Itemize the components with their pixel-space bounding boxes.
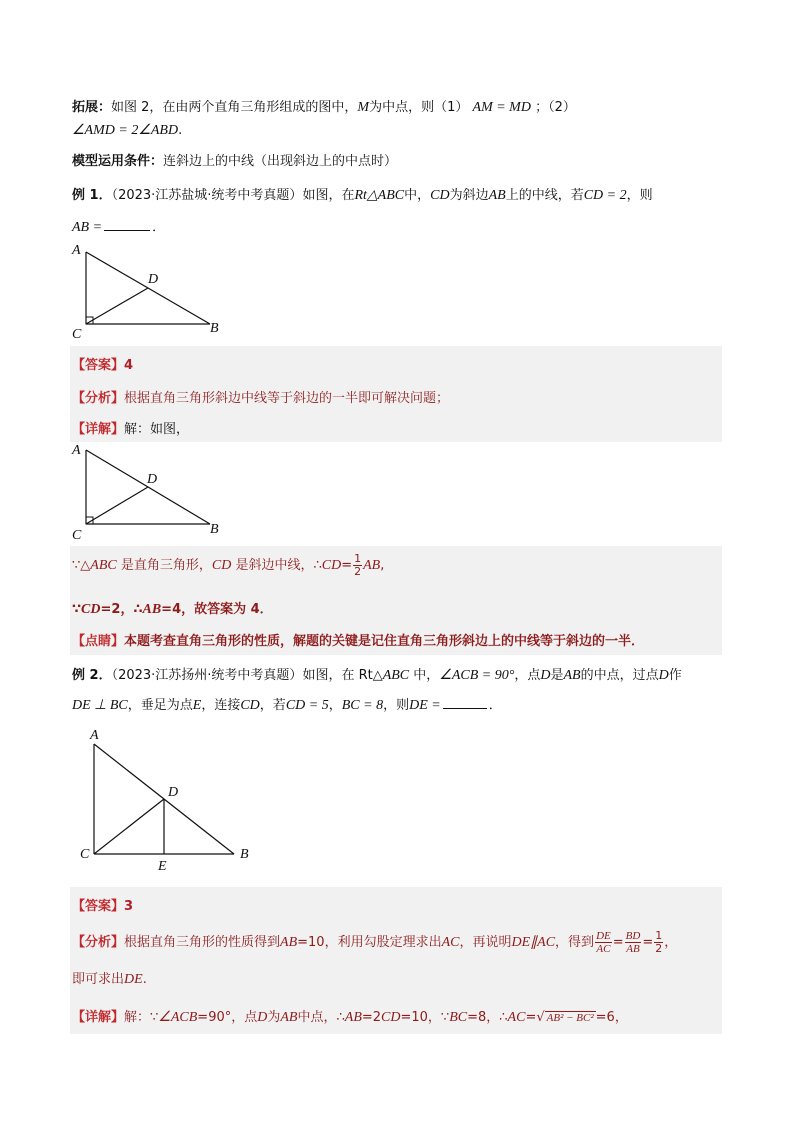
detail-1: 【详解】解：如图，: [72, 422, 190, 437]
example-2-question-1: 例 2．（2023·江苏扬州·统考中考真题）如图，在 Rt△ABC 中，∠ACB = 90°，点D是AB的中点，过点D作: [72, 668, 682, 683]
example-1-label: 例 1．: [72, 188, 112, 203]
example-2-question-2: DE ⊥ BC，垂足为点E，连接CD，若CD = 5，BC = 8，则DE = ．: [72, 698, 502, 713]
extension-label: 拓展：: [72, 100, 112, 115]
solution-1a: ∵△ABC 是直角三角形，CD 是斜边中线，∴CD= $\frac{1}{2}$ AB,: [72, 552, 385, 578]
label-d: D: [148, 272, 159, 287]
extension-line-2: ∠AMD = 2∠ABD.: [72, 123, 183, 138]
answer-2-band: [70, 887, 722, 920]
label-c: C: [72, 528, 82, 543]
comment-1: 【点睛】本题考查直角三角形的性质，解题的关键是记住直角三角形斜边上的中线等于斜边的一半．: [72, 634, 645, 649]
answer-2: 【答案】3: [72, 899, 134, 914]
label-d: D: [147, 472, 158, 487]
answer-blank: [443, 698, 487, 709]
analysis-2-line-1: 【分析】根据直角三角形的性质得到AB=10，利用勾股定理求出AC，再说明DE∥AC，得到 $\frac{DE}{AC}$ = $\frac{BD}{AB}$ = $\frac{1}{2}$ ，: [72, 929, 678, 955]
sqrt-radicand: AB² − BC²: [546, 1012, 594, 1024]
fraction-one-half: $\frac{1}{2}$: [354, 552, 362, 578]
label-a: A: [90, 728, 99, 743]
extension-line-1: 拓展：如图 2，在由两个直角三角形组成的图中，M为中点，则（1） AM = MD ；（2）: [72, 100, 576, 115]
label-b: B: [210, 522, 219, 537]
label-c: C: [72, 327, 82, 342]
example-2-label: 例 2．: [72, 668, 112, 683]
answer-blank: [104, 220, 150, 231]
solution-1b: ∵CD=2，∴AB=4，故答案为 4．: [72, 602, 273, 617]
answer-2-value: 3: [124, 899, 134, 914]
analysis-1: 【分析】根据直角三角形斜边中线等于斜边的一半即可解决问题；: [72, 391, 450, 406]
label-b: B: [240, 847, 249, 862]
fraction-one-half: $\frac{1}{2}$: [655, 929, 663, 955]
figure-1: [68, 238, 238, 344]
answer-1-band: [70, 346, 722, 379]
example-1-blank-line: AB = ．: [72, 220, 166, 235]
label-d: D: [168, 785, 179, 800]
answer-1: 【答案】4: [72, 358, 134, 373]
label-e: E: [158, 859, 167, 874]
example-1-question: 例 1．（2023·江苏盐城·统考中考真题）如图，在Rt△ABC中，CD为斜边AB上的中线，若CD = 2，则: [72, 188, 653, 203]
figure-3: [74, 724, 264, 874]
equation-am-md: AM = MD: [472, 100, 531, 115]
analysis-2-line-2: 即可求出DE.: [72, 972, 147, 987]
model-condition: 模型运用条件：连斜边上的中线（出现斜边上的中点时）: [72, 154, 398, 169]
label-a: A: [72, 243, 81, 258]
median-cd: [86, 288, 148, 324]
median-cd: [94, 799, 164, 854]
detail-2: 【详解】解：∵∠ACB=90°，点D为AB中点，∴AB=2CD=10，∵BC=8，∴AC=√ AB² − BC² =6，: [72, 1010, 628, 1025]
fraction-de-ac: $\frac{DE}{AC}$: [596, 930, 611, 955]
median-cd: [86, 487, 148, 524]
label-c: C: [80, 847, 90, 862]
figure-2: [68, 440, 238, 546]
sqrt-symbol: √: [536, 1010, 545, 1025]
fraction-bd-ab: $\frac{BD}{AB}$: [625, 930, 641, 955]
answer-1-value: 4: [124, 358, 134, 373]
label-a: A: [72, 443, 81, 458]
label-b: B: [210, 321, 219, 336]
equation-angle: ∠AMD = 2∠ABD: [72, 123, 179, 138]
